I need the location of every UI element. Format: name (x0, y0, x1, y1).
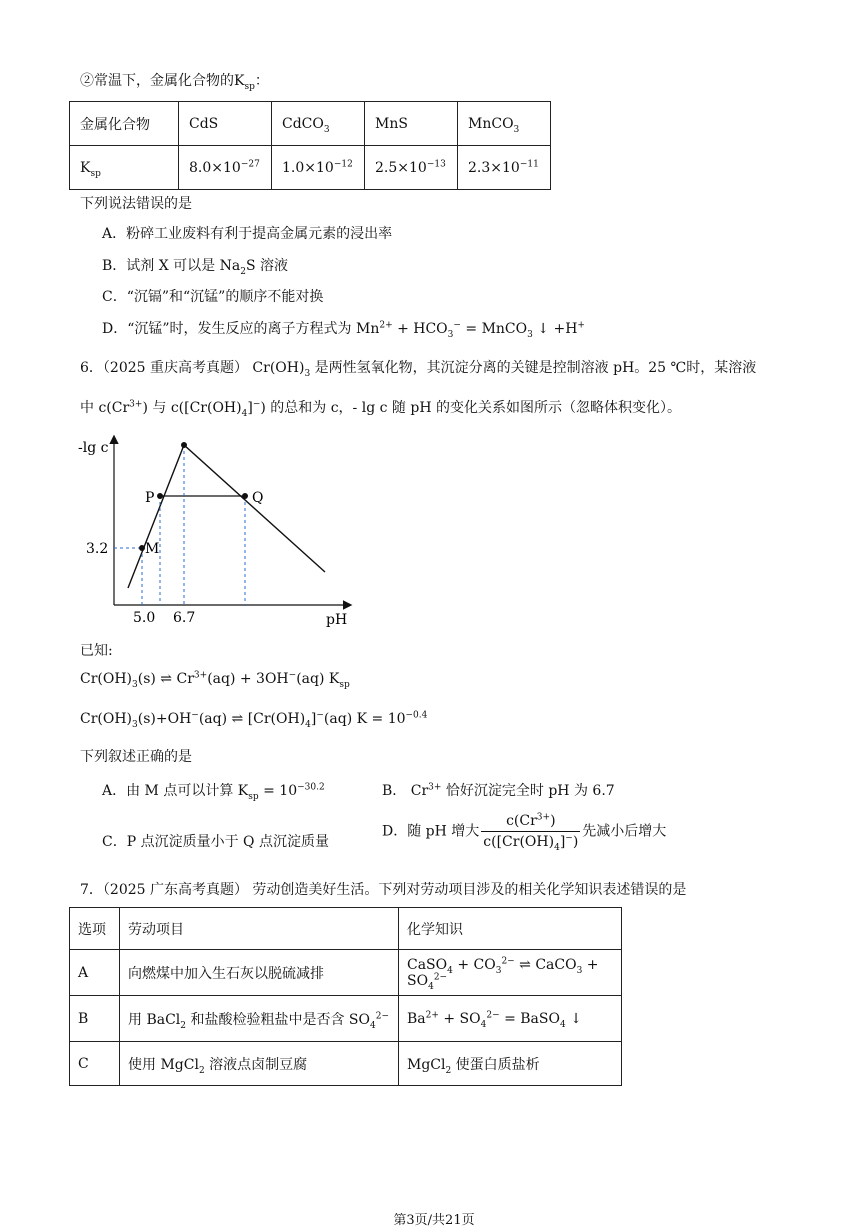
q6-line1-a: 6．（2025 重庆高考真题） Cr (80, 360, 270, 376)
q5-note2-text: ②常温下，金属化合物的 (80, 73, 234, 89)
q5-stem: 下列说法错误的是 (80, 196, 192, 212)
mns-val: 2.5×10 (375, 159, 427, 176)
q7-row-a-opt-text: A (78, 964, 89, 981)
q6-option-b (382, 780, 615, 800)
q6-line2-a: 中 c (80, 400, 107, 416)
y-axis-label: -lg c (78, 440, 109, 456)
q6-eq2-b: (s)+OH (137, 711, 192, 727)
q6-eq1-a: Cr(OH) (80, 671, 133, 687)
q7c-task-a: 使用 MgCl (128, 1056, 199, 1073)
point-peak (181, 442, 187, 448)
q6-optd-den-a: c([Cr(OH) (483, 834, 555, 850)
ksp-table-mns (365, 102, 458, 146)
curve (128, 445, 325, 588)
q6-opta-sup: −30.2 (297, 782, 325, 793)
mns-label: MnS (375, 115, 408, 132)
q7b-k-b: + SO (438, 1010, 481, 1027)
q6-eq1-sup2: − (288, 670, 297, 681)
ksp-table-cdco3 (272, 102, 365, 146)
q6-optd-den-c: ) (572, 834, 579, 850)
q7c-task-sub: 2 (198, 1065, 205, 1076)
q5-option-d (102, 318, 585, 338)
q7-header-knowledge-text: 化学知识 (407, 921, 463, 938)
q6-line2-e: ] (247, 400, 253, 416)
q6-line2-b: (Cr (106, 400, 130, 416)
q6-eq2-a: Cr(OH) (80, 711, 133, 727)
cdco3-exp: −12 (333, 158, 353, 169)
q5-note2-ksp-sub: sp (244, 81, 255, 92)
q6-optd-num-b: ) (550, 813, 556, 829)
q6-eq2-sup2: − (316, 710, 324, 721)
q5-optb-pre: B．试剂 X 可以是 Na (102, 258, 241, 274)
q6-line2-f: ) 的总和为 c，- lg c 随 pH 的变化关系如图所示（忽略体积变化）。 (260, 400, 681, 416)
q6-optd-den-sup: − (565, 833, 573, 844)
q7-header-option (70, 908, 120, 950)
x-tick-5: 5.0 (133, 610, 156, 626)
q5-option-a: A．粉碎工业废料有利于提高金属元素的浸出率 (102, 226, 393, 242)
q7-row-a-opt (70, 950, 120, 996)
q6-optd-num-sup: 3+ (536, 812, 551, 823)
q7b-k-d: ↓ (565, 1010, 582, 1027)
q6-option-d (382, 812, 667, 853)
q6-eq1-sub: 3 (132, 679, 138, 690)
q6-optd-num (481, 813, 580, 832)
q6-optd-den (481, 832, 580, 853)
q7-row-b (70, 996, 622, 1042)
q6-eq2-sup3: −0.4 (405, 710, 428, 721)
q5-optd-sup3: + (577, 320, 585, 331)
q6-option-a (102, 780, 325, 800)
q7a-k-b: + CO (452, 956, 496, 973)
q6-stem: 下列叙述正确的是 (80, 749, 192, 765)
ksp-row2-label-text: K (80, 159, 91, 176)
mnco3-label: MnCO (468, 115, 514, 132)
q6-eq2-sub: 3 (132, 719, 138, 730)
q6-eq1-d: (aq) K (296, 671, 340, 687)
q7b-k-a: Ba (407, 1010, 426, 1027)
q5-optd-end: ↓ +H (532, 321, 578, 337)
q7-header-task-text: 劳动项目 (128, 921, 184, 938)
q5-optd-sup2: − (453, 320, 461, 331)
mnco3-exp: −11 (519, 158, 539, 169)
q7-row-b-knowledge (399, 996, 622, 1042)
q6-line2-sup2: − (252, 399, 261, 410)
mnco3-val: 2.3×10 (468, 159, 520, 176)
q7-row-c-opt-text: C (78, 1055, 89, 1072)
cds-label: CdS (189, 115, 219, 132)
q7a-k-sub4: 4 (428, 981, 434, 992)
q6-optb-sup: 3+ (428, 782, 442, 793)
q6-eq1-b: (s) ⇌ Cr (137, 671, 194, 687)
q7-row-b-opt-text: B (78, 1010, 89, 1027)
ksp-table-row2-label (70, 146, 179, 190)
q6-line1-c: 是两性氢氧化物，其沉淀分离的关键是控制溶液 pH。25 ℃时，某溶液 (310, 360, 757, 376)
q5-optd-mid2: = MnCO (460, 321, 528, 337)
q6-eq1-c: (aq) + 3OH (207, 671, 289, 687)
ksp-mnco3-value (458, 146, 551, 190)
label-m: M (145, 541, 160, 557)
q7b-k-sub2: 4 (480, 1019, 487, 1030)
q6-opta-sub: sp (248, 791, 259, 802)
q7c-task-b: 溶液点卤制豆腐 (204, 1056, 308, 1073)
q6-line2 (80, 397, 681, 417)
q7c-k-a: MgCl (407, 1056, 446, 1073)
q6-opta-pre: A．由 M 点可以计算 K (102, 783, 249, 799)
q6-eq2-c: (aq) ⇌ [Cr(OH) (198, 711, 306, 727)
q5-note2-end: ： (254, 73, 269, 89)
q7b-k-sup1: 2+ (425, 1009, 439, 1020)
cds-val: 8.0×10 (189, 159, 241, 176)
q6-optd-num-a: c(Cr (506, 813, 537, 829)
point-m (139, 545, 145, 551)
q5-note2-ksp: K (234, 73, 245, 89)
q6-line1-b: (OH) (269, 360, 305, 376)
q7-table (69, 907, 622, 1086)
ksp-row1-label-text: 金属化合物 (80, 116, 150, 133)
q7-row-a-task (120, 950, 399, 996)
q6-optd-den-sub: 4 (554, 842, 560, 853)
cdco3-val: 1.0×10 (282, 159, 334, 176)
q6-optd-den-b: ] (559, 834, 566, 850)
q5-optb-post: S 溶液 (245, 258, 288, 274)
q5-optd-pre: D．“沉锰”时，发生反应的离子方程式为 Mn (102, 321, 380, 337)
q5-optb-sub: 2 (240, 266, 246, 277)
ksp-cds-value (179, 146, 272, 190)
q7b-k-sub3: 4 (559, 1019, 566, 1030)
ksp-table-cds (179, 102, 272, 146)
q7-row-a (70, 950, 622, 996)
q6-eq2-d: ] (310, 711, 317, 727)
q7b-k-c: = BaSO (499, 1010, 560, 1027)
q7-row-b-opt (70, 996, 120, 1042)
q6-line2-sup: 3+ (129, 399, 143, 410)
x-axis-label: pH (326, 612, 348, 628)
q5-optd-sub2: 3 (447, 329, 454, 340)
q7-header-option-text: 选项 (78, 921, 106, 938)
q7-header-knowledge (399, 908, 622, 950)
q5-optd-sub3: 3 (527, 329, 533, 340)
y-tick-3-2: 3.2 (86, 541, 109, 557)
q5-option-c: C．“沉镉”和“沉锰”的顺序不能对换 (102, 289, 324, 305)
q7c-k-sub: 2 (445, 1065, 452, 1076)
point-p (157, 493, 163, 499)
q7-row-c-knowledge (399, 1042, 622, 1086)
q7a-k-sub2: 3 (495, 965, 502, 976)
x-tick-6-7: 6.7 (173, 610, 196, 626)
ksp-cdco3-value (272, 146, 365, 190)
q7a-k-sub1: 4 (447, 965, 453, 976)
q5-note2 (80, 70, 269, 90)
q7a-k-sup2: 2− (501, 955, 515, 966)
label-p: P (145, 490, 155, 506)
q6-option-c: C．P 点沉淀质量小于 Q 点沉淀质量 (102, 834, 329, 850)
q7a-k-c: ⇌ CaCO (514, 956, 577, 973)
q7b-task-sup2: 2− (375, 1010, 389, 1021)
q6-line1 (80, 357, 756, 377)
q6-optb-pre: B． Cr (382, 783, 429, 799)
q7-row-c-task (120, 1042, 399, 1086)
q6-eq2-e: (aq) K = 10 (323, 711, 406, 727)
cdco3-sub: 3 (323, 124, 330, 135)
q6-eq2-sup: − (191, 710, 199, 721)
q6-opta-mid: = 10 (258, 783, 298, 799)
q6-line1-sub: 3 (304, 368, 311, 379)
q7-row-c (70, 1042, 622, 1086)
q7a-k-sup4: 2− (433, 971, 448, 982)
q6-line2-c: ) 与 c (142, 400, 179, 416)
cdco3-label: CdCO (282, 115, 324, 132)
q7-header-task (120, 908, 399, 950)
ksp-table-mnco3 (458, 102, 551, 146)
q7a-k-d: + SO (407, 956, 599, 989)
q7-row-c-opt (70, 1042, 120, 1086)
q6-line2-d: ([Cr(OH) (178, 400, 242, 416)
q6-optd-post: 先减小后增大 (582, 823, 667, 840)
point-q (242, 493, 248, 499)
q7c-k-b: 使蛋白质盐析 (451, 1056, 540, 1073)
q6-eq1-sup: 3+ (193, 670, 208, 681)
q7b-task-b: 和盐酸检验粗盐中是否含 SO (186, 1011, 370, 1028)
q6-eq2 (80, 710, 428, 730)
q7-line: 7．（2025 广东高考真题） 劳动创造美好生活。下列对劳动项目涉及的相关化学知识表述错误的是 (80, 882, 687, 898)
q6-eq2-sub2: 4 (305, 719, 311, 730)
q5-optd-mid: + HCO (392, 321, 448, 337)
ksp-mns-value (365, 146, 458, 190)
q7-row-a-task-text: 向燃煤中加入生石灰以脱硫减排 (128, 965, 324, 982)
q6-optd-pre: D．随 pH 增大 (382, 823, 480, 840)
mns-exp: −13 (426, 158, 446, 169)
q7b-task-sub: 2 (180, 1020, 187, 1031)
ksp-row2-label-sub: sp (90, 168, 101, 179)
cds-exp: −27 (240, 158, 260, 169)
q6-eq1 (80, 670, 350, 690)
q6-known: 已知: (80, 643, 113, 659)
mnco3-sub: 3 (513, 124, 520, 135)
q7-row-b-task (120, 996, 399, 1042)
label-q: Q (252, 490, 264, 506)
q7b-task-a: 用 BaCl (128, 1011, 181, 1028)
ksp-table-row1-label (70, 102, 179, 146)
q6-line2-sub: 4 (241, 408, 248, 419)
q7b-task-sub2: 4 (369, 1020, 376, 1031)
q7a-k-sub3: 3 (576, 965, 583, 976)
q5-option-b (102, 255, 288, 275)
q7b-k-sup2: 2− (486, 1009, 500, 1020)
q5-optd-sup1: 2+ (379, 320, 393, 331)
q6-eq1-sub2: sp (339, 679, 350, 690)
q6-optb-post: 恰好沉淀完全时 pH 为 6.7 (441, 783, 615, 799)
q7-row-a-knowledge (399, 950, 622, 996)
q6-optd-fraction (481, 812, 580, 853)
page-footer: 第3页/共21页 (393, 1213, 475, 1228)
ksp-table (69, 101, 551, 190)
q7a-k-a: CaSO (407, 956, 448, 973)
